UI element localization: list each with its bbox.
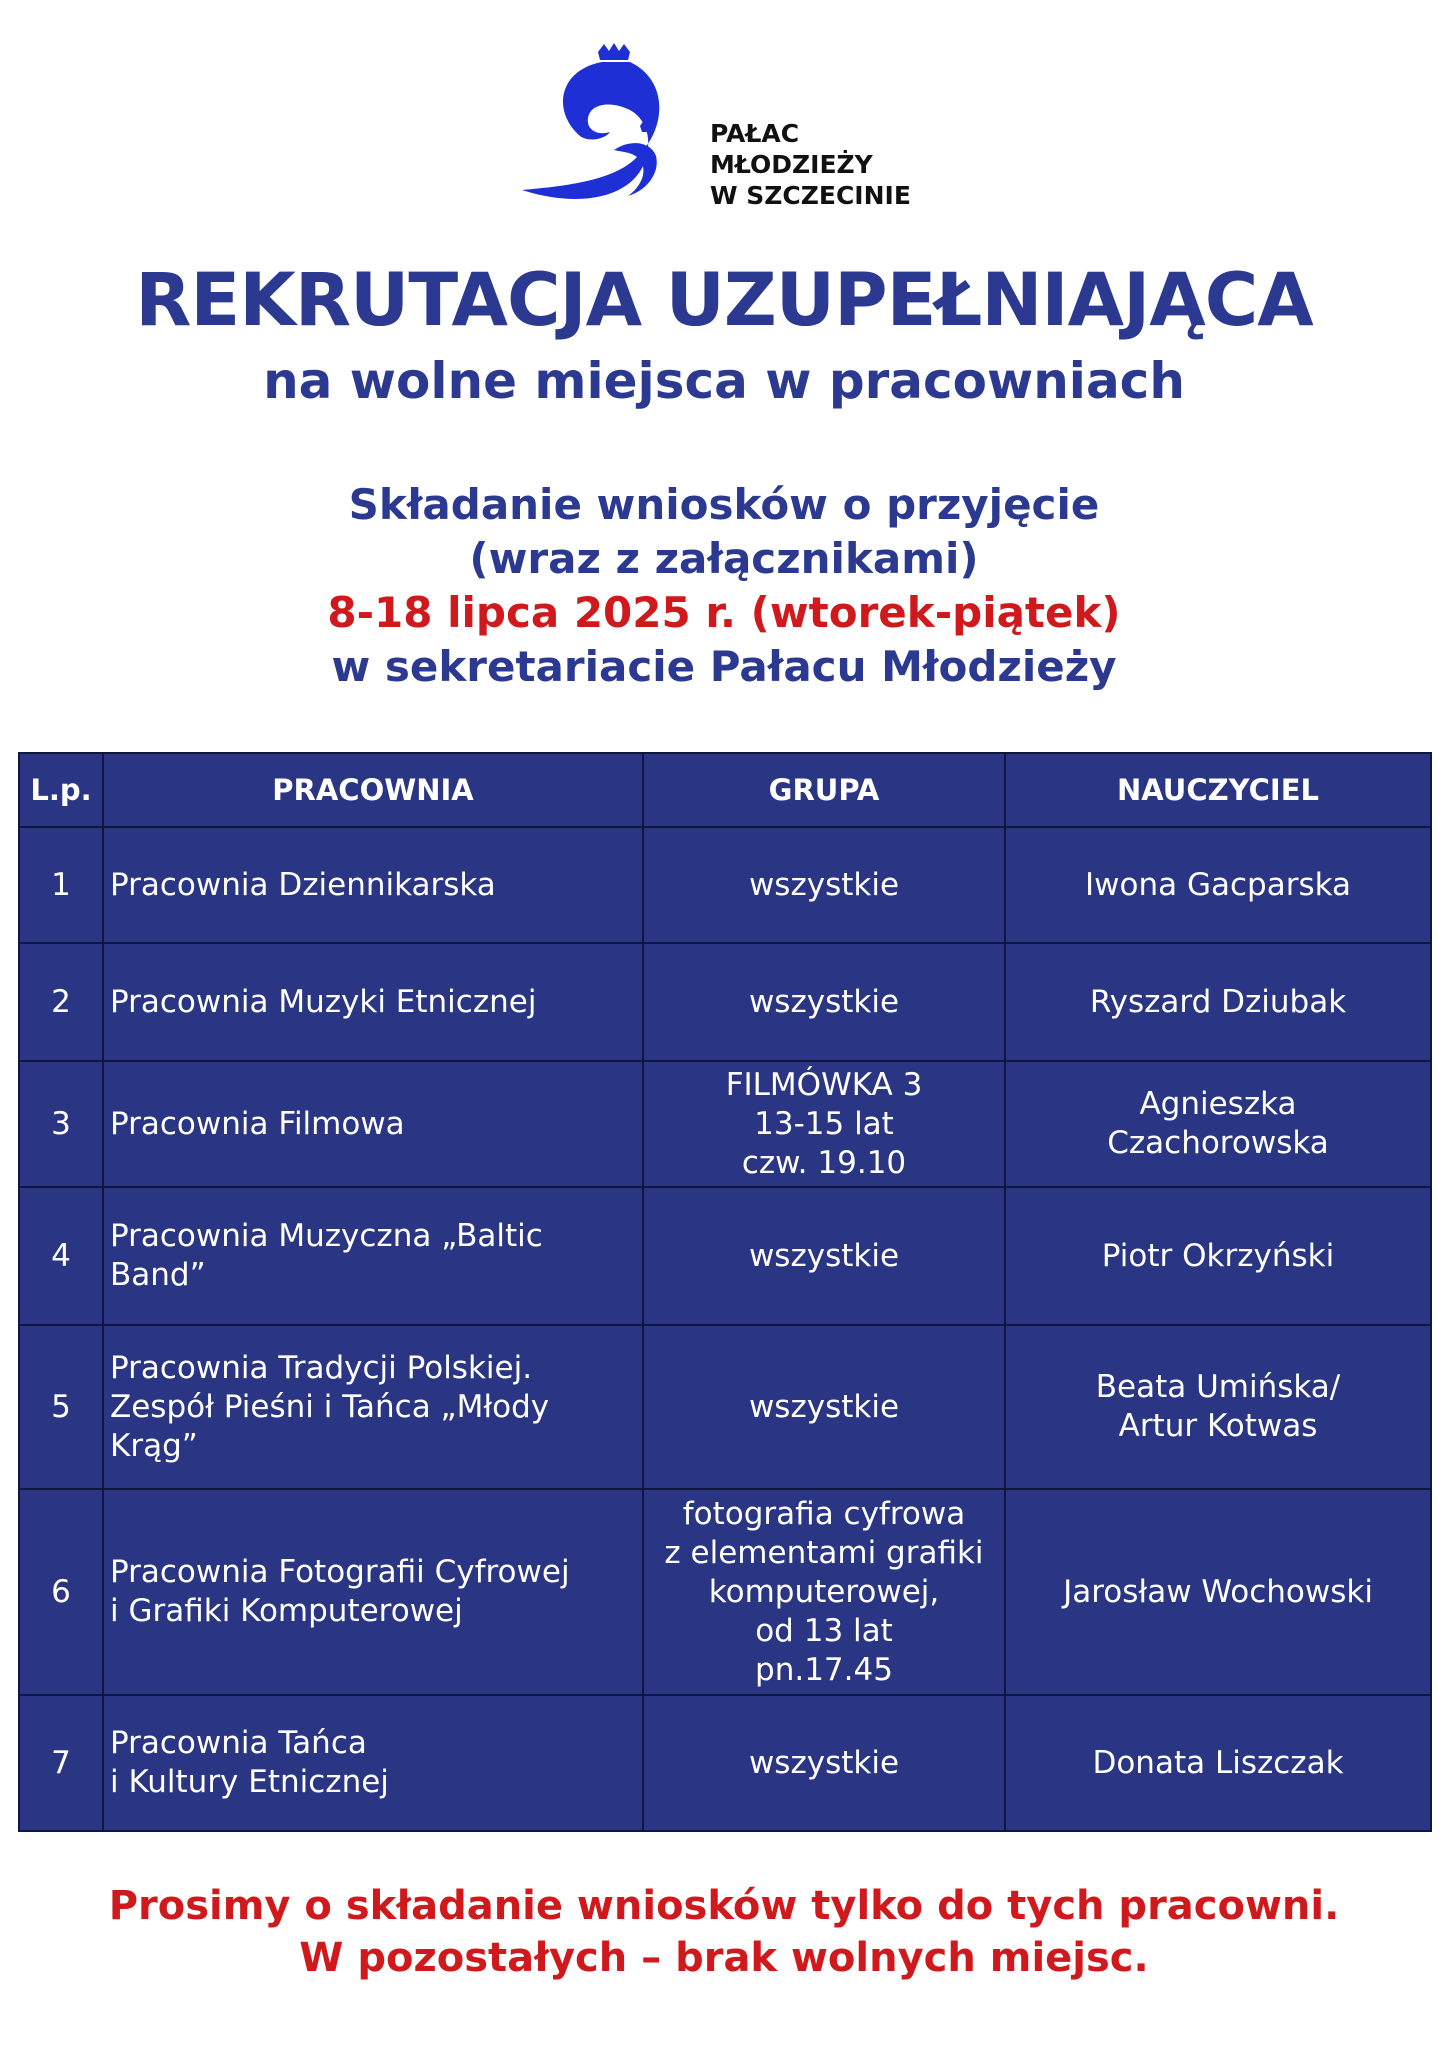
group-info-line: od 13 lat [755, 1612, 893, 1649]
workshop-name [103, 1187, 643, 1325]
group-info-line: pn.17.45 [755, 1651, 893, 1688]
workshop-name-line: Zespół Pieśni i Tańca „Młody [110, 1388, 550, 1425]
logo-line-2: MŁODZIEŻY [710, 150, 873, 179]
teacher-name-line: Ryszard Dziubak [1089, 983, 1347, 1020]
teacher-name [1005, 1061, 1431, 1187]
workshop-name [103, 827, 643, 943]
table-row [19, 827, 1431, 943]
table-row [19, 1325, 1431, 1489]
info-line-1: Składanie wniosków o przyjęcie [348, 480, 1100, 529]
footer-line-2: W pozostałych – brak wolnych miejsc. [299, 1935, 1149, 1981]
workshop-name [103, 1489, 643, 1695]
teacher-name [1005, 1325, 1431, 1489]
workshop-name-line: Pracownia Muzyczna „Baltic [110, 1218, 543, 1254]
group-info-line: fotografia cyfrowa [682, 1495, 966, 1532]
teacher-name-line: Artur Kotwas [1118, 1408, 1318, 1444]
group-info [643, 827, 1005, 943]
info-dates: 8-18 lipca 2025 r. (wtorek-piątek) [327, 588, 1121, 637]
logo-line-1: PAŁAC [710, 119, 800, 148]
group-info-line: czw. 19.10 [741, 1144, 907, 1181]
workshop-name-line: Pracownia Muzyki Etnicznej [110, 983, 537, 1020]
teacher-name-line: Piotr Okrzyński [1101, 1237, 1335, 1274]
workshop-name-line: Pracownia Dziennikarska [110, 866, 496, 903]
workshop-name [103, 1061, 643, 1187]
teacher-name [1005, 943, 1431, 1061]
workshop-name-line: Band” [110, 1257, 206, 1293]
workshop-name-line: Pracownia Tańca [110, 1725, 367, 1761]
footer-line-1: Prosimy o składanie wniosków tylko do tych pracowni. [108, 1883, 1340, 1929]
row-number: 2 [19, 943, 103, 1061]
footer-notice [0, 1880, 1448, 1984]
info-line-4: w sekretariacie Pałacu Młodzieży [331, 642, 1117, 691]
table-row [19, 1061, 1431, 1187]
header-teacher: NAUCZYCIEL [1005, 753, 1431, 827]
workshops-table [18, 752, 1432, 1832]
workshop-name-line: Pracownia Filmowa [110, 1105, 405, 1142]
group-info-line: wszystkie [748, 1744, 900, 1781]
info-line-2: (wraz z załącznikami) [469, 534, 979, 583]
teacher-name-line: Czachorowska [1107, 1125, 1329, 1161]
table-header-row [19, 753, 1431, 827]
teacher-name-line: Donata Liszczak [1092, 1744, 1344, 1781]
palace-logo [518, 40, 938, 210]
teacher-name-line: Jarosław Wochowski [1063, 1573, 1373, 1610]
teacher-name [1005, 827, 1431, 943]
workshop-name-line: Krąg” [110, 1427, 198, 1464]
group-info [643, 1187, 1005, 1325]
group-info-line: wszystkie [748, 1237, 900, 1274]
teacher-name [1005, 1695, 1431, 1831]
teacher-name-line: Agnieszka [1139, 1086, 1297, 1122]
teacher-name [1005, 1489, 1431, 1695]
group-info [643, 1325, 1005, 1489]
table-row [19, 943, 1431, 1061]
group-info-line: z elementami grafiki [664, 1534, 984, 1571]
wave-crown-logo-icon [518, 40, 708, 210]
workshop-name-line: i Grafiki Komputerowej [110, 1593, 463, 1629]
header-lp: L.p. [19, 753, 103, 827]
logo-text [710, 118, 911, 211]
table-row [19, 1489, 1431, 1695]
row-number: 6 [19, 1489, 103, 1695]
workshop-name-line: i Kultury Etnicznej [110, 1764, 389, 1800]
group-info [643, 1695, 1005, 1831]
workshop-name [103, 1325, 643, 1489]
group-info-line: komputerowej, [708, 1573, 940, 1610]
teacher-name-line: Iwona Gacparska [1085, 866, 1351, 903]
group-info [643, 1061, 1005, 1187]
teacher-name-line: Beata Umińska/ [1095, 1369, 1341, 1405]
table-row [19, 1187, 1431, 1325]
header-group: GRUPA [643, 753, 1005, 827]
group-info-line: wszystkie [748, 866, 900, 903]
group-info-line: wszystkie [748, 1388, 900, 1425]
workshop-name [103, 1695, 643, 1831]
group-info-line: 13-15 lat [754, 1105, 894, 1142]
row-number: 5 [19, 1325, 103, 1489]
group-info [643, 943, 1005, 1061]
logo-line-3: W SZCZECINIE [710, 181, 911, 210]
row-number: 3 [19, 1061, 103, 1187]
page-subtitle: na wolne miejsca w pracowniach [263, 352, 1185, 410]
teacher-name [1005, 1187, 1431, 1325]
row-number: 7 [19, 1695, 103, 1831]
table-row [19, 1695, 1431, 1831]
table-body [19, 827, 1431, 1831]
group-info-line: wszystkie [748, 983, 900, 1020]
workshop-name [103, 943, 643, 1061]
group-info-line: FILMÓWKA 3 [725, 1066, 923, 1103]
workshop-name-line: Pracownia Fotografii Cyfrowej [110, 1554, 570, 1590]
page-title: REKRUTACJA UZUPEŁNIAJĄCA [135, 258, 1313, 343]
workshop-name-line: Pracownia Tradycji Polskiej. [110, 1349, 533, 1386]
row-number: 4 [19, 1187, 103, 1325]
header-workshop: PRACOWNIA [103, 753, 643, 827]
row-number: 1 [19, 827, 103, 943]
application-info [0, 478, 1448, 694]
group-info [643, 1489, 1005, 1695]
